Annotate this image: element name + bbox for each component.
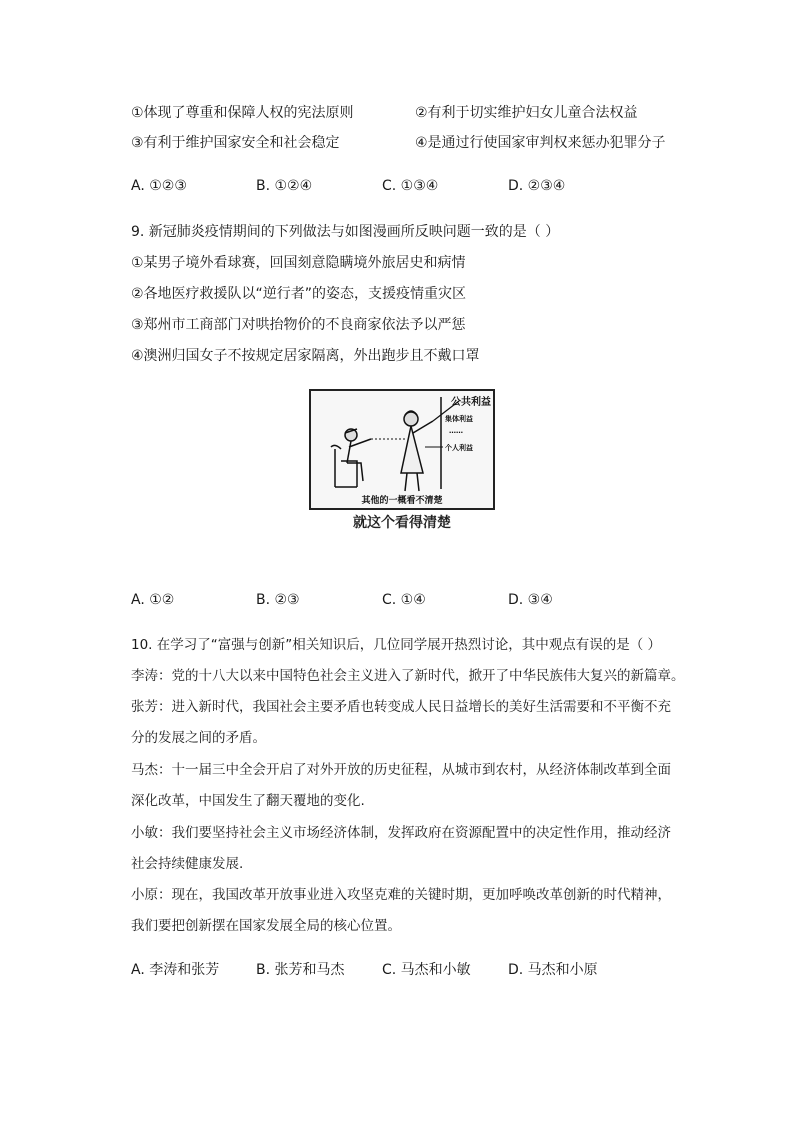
q9-statement-4: ④澳洲归国女子不按规定居家隔离，外出跑步且不戴口罩 [131,348,480,364]
board-collective-interest: 集体利益 [445,415,473,423]
option-a[interactable]: A. 李涛和张芳 [131,962,220,978]
q10-line-2: 张芳：进入新时代，我国社会主要矛盾也转变成人民日益增长的美好生活需要和不平衡不充 [131,699,671,715]
cartoon-subtitle: 就这个看得清楚 [353,515,451,531]
option-a[interactable]: A. ①②③ [131,178,187,194]
option-b[interactable]: B. 张芳和马杰 [256,962,345,978]
option-d[interactable]: D. ②③④ [508,178,566,194]
q10-line-5: 深化改革，中国发生了翻天覆地的变化. [131,793,365,809]
option-d[interactable]: D. 马杰和小原 [508,962,598,978]
prev-statement-4: ④是通过行使国家审判权来惩办犯罪分子 [415,135,666,151]
option-c[interactable]: C. 马杰和小敏 [382,962,471,978]
q10-line-3: 分的发展之间的矛盾。 [131,730,266,746]
option-c[interactable]: C. ①③④ [382,178,439,194]
q10-stem: 10. 在学习了“富强与创新”相关知识后，几位同学展开热烈讨论，其中观点有误的是（ ） [131,637,662,653]
board-public-interest: 公共利益 [451,397,491,408]
cartoon-drawing [311,391,493,508]
board-dots: …… [449,427,463,435]
q9-statement-3: ③郑州市工商部门对哄抬物价的不良商家依法予以严惩 [131,317,466,333]
prev-statement-3: ③有利于维护国家安全和社会稳定 [131,135,340,151]
q10-line-1: 李涛：党的十八大以来中国特色社会主义进入了新时代，掀开了中华民族伟大复兴的新篇章。 [131,668,685,684]
cartoon-image [309,389,495,510]
option-c[interactable]: C. ①④ [382,592,426,608]
board-personal-interest: 个人利益 [445,444,473,452]
prev-statement-2: ②有利于切实维护妇女儿童合法权益 [415,105,638,121]
prev-statement-1: ①体现了尊重和保障人权的宪法原则 [131,105,354,121]
q10-line-7: 社会持续健康发展. [131,856,244,872]
seated-man-figure [331,429,371,487]
q10-line-8: 小原：现在，我国改革开放事业进入攻坚克难的关键时期，更加呼唤改革创新的时代精神， [131,887,671,903]
cartoon-caption: 其他的一概看不清楚 [361,496,443,506]
q10-line-4: 马杰：十一届三中全会开启了对外开放的历史征程，从城市到农村，从经济体制改革到全面 [131,762,671,778]
q9-statement-1: ①某男子境外看球赛，回国刻意隐瞒境外旅居史和病情 [131,255,466,271]
q9-statement-2: ②各地医疗救援队以“逆行者”的姿态，支援疫情重灾区 [131,286,467,302]
q10-line-9: 我们要把创新摆在国家发展全局的核心位置。 [131,918,401,934]
option-d[interactable]: D. ③④ [508,592,553,608]
option-b[interactable]: B. ①②④ [256,178,313,194]
q10-line-6: 小敏：我们要坚持社会主义市场经济体制，发挥政府在资源配置中的决定性作用，推动经济 [131,825,671,841]
q9-stem: 9. 新冠肺炎疫情期间的下列做法与如图漫画所反映问题一致的是（ ） [131,224,560,240]
option-a[interactable]: A. ①② [131,592,175,608]
option-b[interactable]: B. ②③ [256,592,300,608]
